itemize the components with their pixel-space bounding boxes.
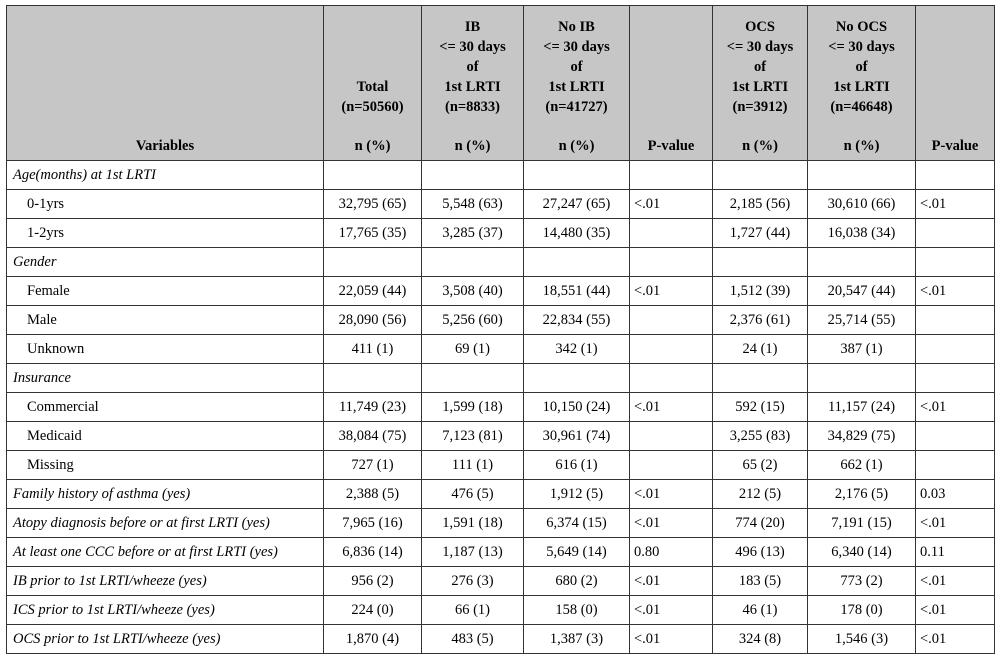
header-line: <= 30 days: [828, 39, 895, 55]
value-cell: 10,150 (24): [524, 393, 630, 422]
value-cell: 1,187 (13): [422, 538, 524, 567]
row-label: Insurance: [7, 364, 324, 393]
value-cell: [422, 364, 524, 393]
value-cell: [324, 161, 422, 190]
value-cell: 3,285 (37): [422, 219, 524, 248]
value-cell: 27,247 (65): [524, 190, 630, 219]
value-cell: 7,123 (81): [422, 422, 524, 451]
row-label: Family history of asthma (yes): [7, 480, 324, 509]
value-cell: 276 (3): [422, 567, 524, 596]
header-line: Variables: [135, 138, 195, 154]
value-cell: 183 (5): [713, 567, 808, 596]
header-line: (n=50560): [341, 99, 404, 115]
p-value-cell: <.01: [916, 509, 995, 538]
value-cell: [524, 161, 630, 190]
header-line: of: [570, 59, 583, 75]
value-cell: 3,255 (83): [713, 422, 808, 451]
value-cell: 7,965 (16): [324, 509, 422, 538]
p-value-cell: <.01: [916, 190, 995, 219]
header-line: 1st LRTI: [731, 79, 789, 95]
value-cell: 1,387 (3): [524, 625, 630, 654]
value-cell: 496 (13): [713, 538, 808, 567]
column-header-p-value-ib: [630, 6, 713, 161]
p-value-cell: [916, 248, 995, 277]
row-label: At least one CCC before or at first LRTI (yes): [7, 538, 324, 567]
p-value-cell: [630, 248, 713, 277]
row-label: ICS prior to 1st LRTI/wheeze (yes): [7, 596, 324, 625]
value-cell: 178 (0): [808, 596, 916, 625]
value-cell: 5,649 (14): [524, 538, 630, 567]
row-label: 1-2yrs: [7, 219, 324, 248]
header-unit: n (%): [558, 138, 595, 154]
value-cell: [422, 248, 524, 277]
value-cell: 5,548 (63): [422, 190, 524, 219]
value-cell: 5,256 (60): [422, 306, 524, 335]
header-line: (n=41727): [545, 99, 608, 115]
row-label: Female: [7, 277, 324, 306]
p-value-cell: <.01: [630, 625, 713, 654]
p-value-cell: <.01: [916, 625, 995, 654]
value-cell: 20,547 (44): [808, 277, 916, 306]
table-row: [7, 596, 995, 625]
header-line: P-value: [647, 138, 695, 154]
header-line: 1st LRTI: [548, 79, 605, 95]
table-row: [7, 306, 995, 335]
p-value-cell: [916, 335, 995, 364]
p-value-cell: [916, 364, 995, 393]
value-cell: 22,834 (55): [524, 306, 630, 335]
header-line: (n=46648): [830, 99, 893, 115]
row-label: Atopy diagnosis before or at first LRTI (yes): [7, 509, 324, 538]
table-row: [7, 451, 995, 480]
p-value-cell: <.01: [630, 190, 713, 219]
value-cell: 11,157 (24): [808, 393, 916, 422]
value-cell: 24 (1): [713, 335, 808, 364]
header-row: [7, 6, 995, 161]
value-cell: [524, 248, 630, 277]
table-row: [7, 538, 995, 567]
table-row: [7, 190, 995, 219]
value-cell: 680 (2): [524, 567, 630, 596]
value-cell: 2,388 (5): [324, 480, 422, 509]
value-cell: 25,714 (55): [808, 306, 916, 335]
value-cell: 30,610 (66): [808, 190, 916, 219]
header-line: (n=3912): [732, 99, 788, 115]
row-label: IB prior to 1st LRTI/wheeze (yes): [7, 567, 324, 596]
value-cell: 324 (8): [713, 625, 808, 654]
table-row: [7, 248, 995, 277]
value-cell: 592 (15): [713, 393, 808, 422]
value-cell: 158 (0): [524, 596, 630, 625]
table-row: [7, 393, 995, 422]
header-line: <= 30 days: [726, 39, 794, 55]
table-container: [6, 5, 995, 654]
value-cell: 28,090 (56): [324, 306, 422, 335]
table-row: [7, 509, 995, 538]
value-cell: [808, 248, 916, 277]
value-cell: 34,829 (75): [808, 422, 916, 451]
header-unit: n (%): [354, 138, 391, 154]
value-cell: 342 (1): [524, 335, 630, 364]
table-row: [7, 625, 995, 654]
data-table: [6, 5, 995, 654]
header-line: Total: [356, 79, 389, 95]
value-cell: [713, 364, 808, 393]
value-cell: 2,185 (56): [713, 190, 808, 219]
value-cell: [422, 161, 524, 190]
value-cell: 1,912 (5): [524, 480, 630, 509]
header-line: 1st LRTI: [833, 79, 890, 95]
p-value-cell: <.01: [916, 393, 995, 422]
table-row: [7, 335, 995, 364]
column-header-total: [324, 6, 422, 161]
table-row: [7, 567, 995, 596]
value-cell: 1,512 (39): [713, 277, 808, 306]
value-cell: 14,480 (35): [524, 219, 630, 248]
p-value-cell: <.01: [630, 277, 713, 306]
table-row: [7, 480, 995, 509]
value-cell: 212 (5): [713, 480, 808, 509]
value-cell: 483 (5): [422, 625, 524, 654]
value-cell: 65 (2): [713, 451, 808, 480]
value-cell: 46 (1): [713, 596, 808, 625]
row-label: Commercial: [7, 393, 324, 422]
header-line: P-value: [931, 138, 979, 154]
value-cell: [808, 364, 916, 393]
row-label: Missing: [7, 451, 324, 480]
row-label: Unknown: [7, 335, 324, 364]
header-unit: n (%): [843, 138, 880, 154]
p-value-cell: [630, 306, 713, 335]
column-header-variables: [7, 6, 324, 161]
header-line: <= 30 days: [439, 39, 506, 55]
value-cell: 6,836 (14): [324, 538, 422, 567]
value-cell: 30,961 (74): [524, 422, 630, 451]
p-value-cell: [630, 335, 713, 364]
value-cell: 616 (1): [524, 451, 630, 480]
p-value-cell: <.01: [916, 596, 995, 625]
p-value-cell: [916, 306, 995, 335]
value-cell: 956 (2): [324, 567, 422, 596]
value-cell: 38,084 (75): [324, 422, 422, 451]
row-label: Medicaid: [7, 422, 324, 451]
value-cell: 1,599 (18): [422, 393, 524, 422]
column-header-p-value-ocs: [916, 6, 995, 161]
header-line: of: [466, 59, 479, 75]
table-row: [7, 422, 995, 451]
p-value-cell: [630, 364, 713, 393]
p-value-cell: <.01: [916, 277, 995, 306]
p-value-cell: <.01: [630, 596, 713, 625]
p-value-cell: [916, 219, 995, 248]
p-value-cell: 0.03: [916, 480, 995, 509]
header-line: OCS: [745, 19, 775, 35]
value-cell: 1,727 (44): [713, 219, 808, 248]
value-cell: [324, 248, 422, 277]
table-row: [7, 161, 995, 190]
value-cell: 773 (2): [808, 567, 916, 596]
value-cell: 17,765 (35): [324, 219, 422, 248]
value-cell: 3,508 (40): [422, 277, 524, 306]
header-line: No IB: [558, 19, 595, 35]
value-cell: 387 (1): [808, 335, 916, 364]
table-row: [7, 364, 995, 393]
p-value-cell: [916, 451, 995, 480]
value-cell: 66 (1): [422, 596, 524, 625]
p-value-cell: <.01: [630, 393, 713, 422]
table-row: [7, 219, 995, 248]
value-cell: 7,191 (15): [808, 509, 916, 538]
header-line: of: [753, 59, 767, 75]
header-line: (n=8833): [445, 99, 500, 115]
value-cell: 6,374 (15): [524, 509, 630, 538]
value-cell: [713, 248, 808, 277]
value-cell: 1,546 (3): [808, 625, 916, 654]
p-value-cell: [630, 451, 713, 480]
value-cell: 11,749 (23): [324, 393, 422, 422]
table-row: [7, 277, 995, 306]
value-cell: [713, 161, 808, 190]
column-header-ocs: [713, 6, 808, 161]
p-value-cell: 0.80: [630, 538, 713, 567]
value-cell: 2,376 (61): [713, 306, 808, 335]
header-unit: n (%): [454, 138, 491, 154]
p-value-cell: <.01: [630, 509, 713, 538]
column-header-no-ib: [524, 6, 630, 161]
value-cell: 6,340 (14): [808, 538, 916, 567]
header-line: No OCS: [835, 19, 888, 35]
value-cell: 22,059 (44): [324, 277, 422, 306]
value-cell: 1,591 (18): [422, 509, 524, 538]
value-cell: 727 (1): [324, 451, 422, 480]
p-value-cell: [630, 219, 713, 248]
p-value-cell: [630, 161, 713, 190]
value-cell: [324, 364, 422, 393]
value-cell: 411 (1): [324, 335, 422, 364]
column-header-no-ocs: [808, 6, 916, 161]
p-value-cell: <.01: [916, 567, 995, 596]
p-value-cell: <.01: [630, 567, 713, 596]
p-value-cell: <.01: [630, 480, 713, 509]
row-label: OCS prior to 1st LRTI/wheeze (yes): [7, 625, 324, 654]
value-cell: 774 (20): [713, 509, 808, 538]
value-cell: 476 (5): [422, 480, 524, 509]
value-cell: 69 (1): [422, 335, 524, 364]
value-cell: 662 (1): [808, 451, 916, 480]
p-value-cell: [916, 422, 995, 451]
table-body: [7, 161, 995, 654]
p-value-cell: [916, 161, 995, 190]
header-line: <= 30 days: [543, 39, 610, 55]
header-unit: n (%): [742, 138, 778, 154]
value-cell: 224 (0): [324, 596, 422, 625]
value-cell: 1,870 (4): [324, 625, 422, 654]
header-line: 1st LRTI: [444, 79, 501, 95]
value-cell: 18,551 (44): [524, 277, 630, 306]
value-cell: [524, 364, 630, 393]
value-cell: [808, 161, 916, 190]
column-header-ib: [422, 6, 524, 161]
value-cell: 16,038 (34): [808, 219, 916, 248]
row-label: Male: [7, 306, 324, 335]
row-label: Age(months) at 1st LRTI: [7, 161, 324, 190]
header-line: IB: [464, 19, 481, 35]
p-value-cell: 0.11: [916, 538, 995, 567]
value-cell: 32,795 (65): [324, 190, 422, 219]
value-cell: 111 (1): [422, 451, 524, 480]
row-label: Gender: [7, 248, 324, 277]
value-cell: 2,176 (5): [808, 480, 916, 509]
header-line: of: [855, 59, 868, 75]
p-value-cell: [630, 422, 713, 451]
row-label: 0-1yrs: [7, 190, 324, 219]
